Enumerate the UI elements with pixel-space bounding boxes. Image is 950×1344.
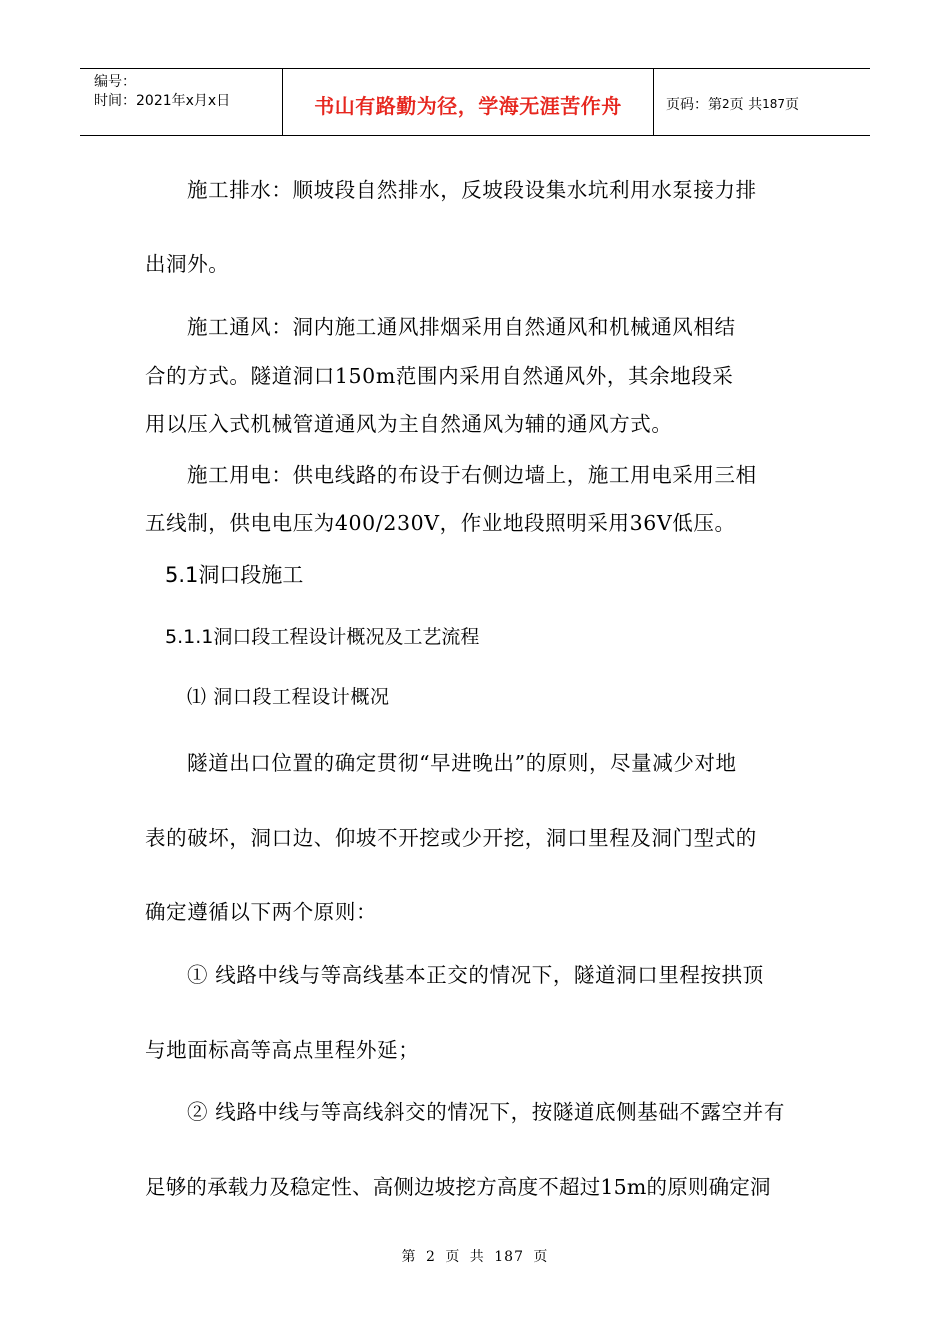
paragraph-line: 施工通风：洞内施工通风排烟采用自然通风和机械通风相结	[187, 315, 736, 339]
list-item-line: 足够的承载力及稳定性、高侧边坡挖方高度不超过15m的原则确定洞	[145, 1175, 771, 1199]
subsection-heading: 5.1.1洞口段工程设计概况及工艺流程	[165, 626, 480, 648]
page-total: 187	[762, 97, 785, 111]
section-heading: 5.1洞口段施工	[165, 563, 304, 587]
page-footer: 第 2 页 共 187 页	[401, 1249, 549, 1265]
header-page-info	[654, 69, 870, 135]
paragraph-line: 五线制，供电电压为400/230V，作业地段照明采用36V低压。	[145, 511, 736, 535]
paragraph-line: 施工排水：顺坡段自然排水，反坡段设集水坑利用水泵接力排	[187, 178, 757, 202]
paragraph-line: 隧道出口位置的确定贯彻“早进晚出”的原则，尽量减少对地	[187, 751, 737, 775]
header-motto-cell	[282, 69, 654, 135]
list-item-line: 与地面标高等高点里程外延；	[145, 1038, 420, 1062]
page-suffix: 页	[785, 97, 799, 113]
number-label: 编号：	[94, 74, 136, 90]
page-mid: 页 共	[729, 97, 763, 113]
page-header	[80, 68, 870, 136]
list-item-line: ② 线路中线与等高线斜交的情况下，按隧道底侧基础不露空并有	[187, 1100, 785, 1124]
paragraph-line: 确定遵循以下两个原则：	[145, 900, 378, 924]
list-item-line: ① 线路中线与等高线基本正交的情况下，隧道洞口里程按拱顶	[187, 963, 764, 987]
paragraph-line: 出洞外。	[145, 252, 230, 276]
date-label: 时间：2021年x月x日	[94, 93, 231, 109]
paragraph-line: 表的破坏，洞口边、仰坡不开挖或少开挖，洞口里程及洞门型式的	[145, 826, 757, 850]
paragraph-line: 用以压入式机械管道通风为主自然通风为辅的通风方式。	[145, 412, 673, 436]
page-current: 2	[722, 97, 730, 111]
paragraph-line: 施工用电：供电线路的布设于右侧边墙上，施工用电采用三相	[187, 463, 757, 487]
item-heading: ⑴ 洞口段工程设计概况	[187, 686, 390, 708]
motto: 书山有路勤为径，学海无涯苦作舟	[314, 93, 622, 118]
paragraph-line: 合的方式。隧道洞口150m范围内采用自然通风外，其余地段采	[145, 364, 734, 388]
page-prefix: 页码：第	[666, 97, 722, 113]
header-meta	[80, 69, 282, 135]
